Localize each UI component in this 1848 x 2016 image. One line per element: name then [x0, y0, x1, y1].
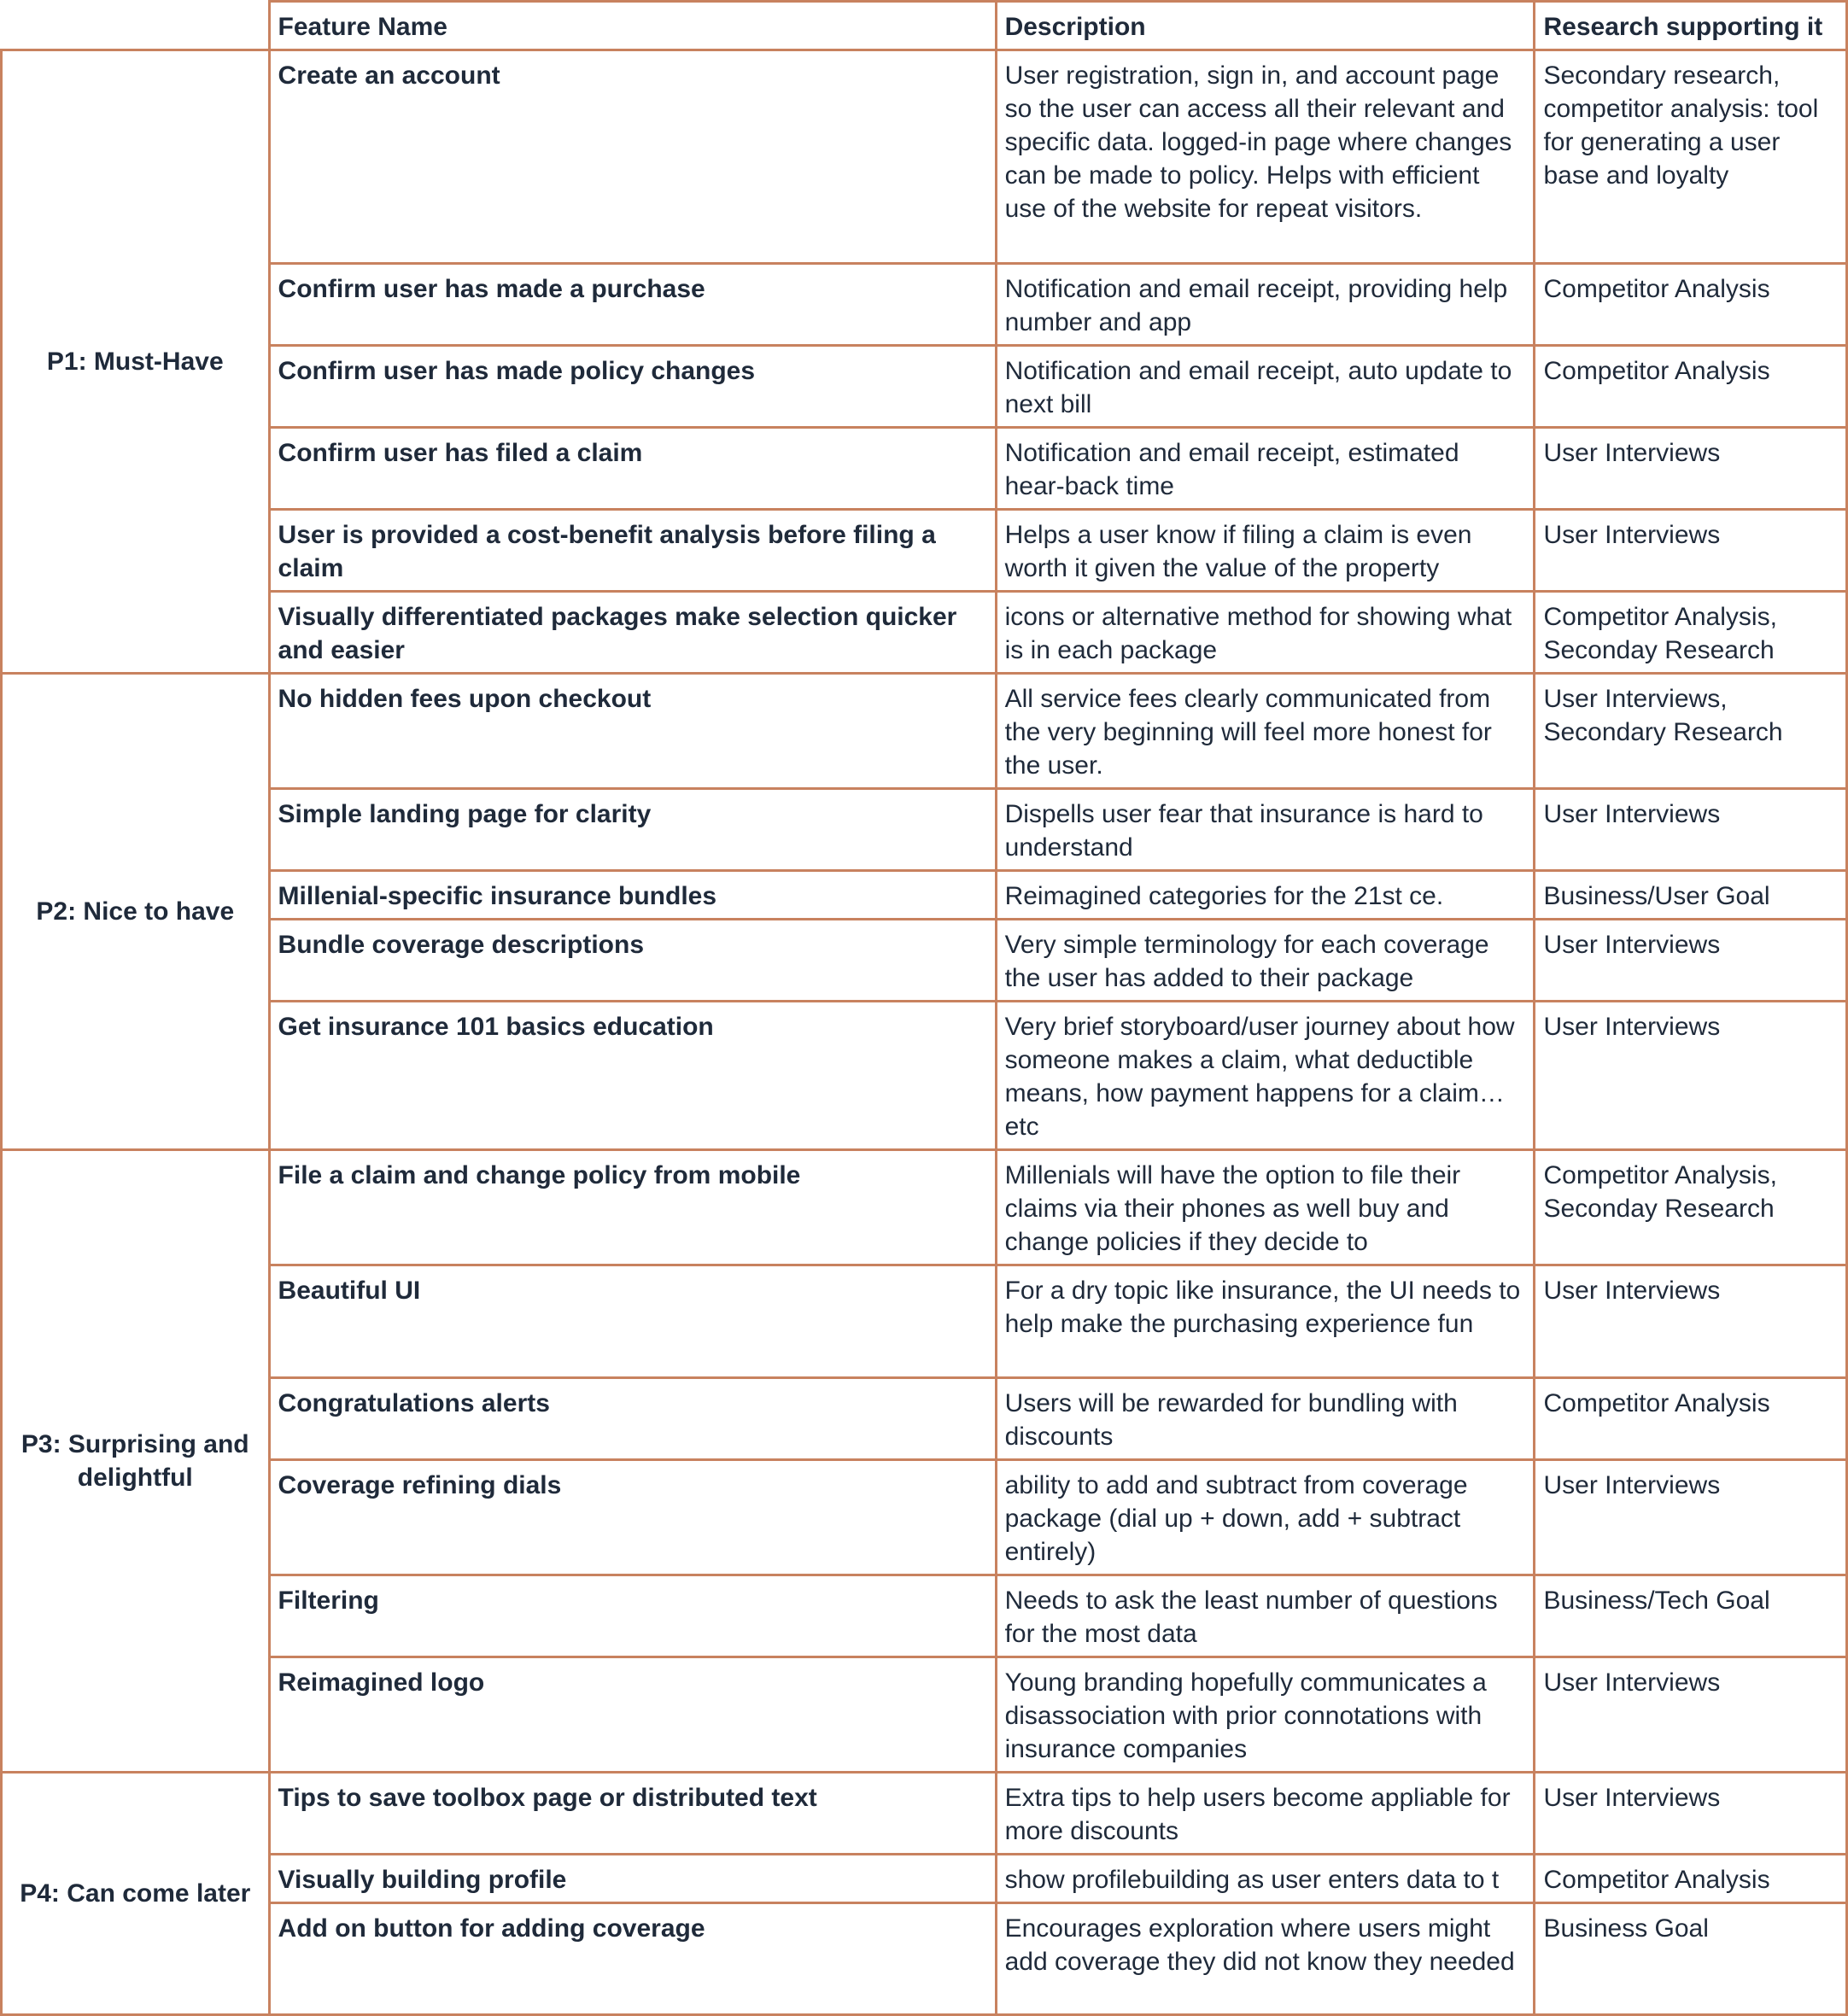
priority-label: P1: Must-Have: [2, 50, 270, 674]
feature-name-cell: Coverage refining dials: [269, 1460, 996, 1575]
research-cell: User Interviews: [1535, 1002, 1847, 1150]
research-cell: User Interviews: [1535, 920, 1847, 1002]
description-cell: show profilebuilding as user enters data to t: [996, 1855, 1535, 1903]
research-cell: Competitor Analysis, Seconday Research: [1535, 592, 1847, 674]
corner-cell: [2, 2, 270, 50]
table-row: [2, 1657, 1847, 1773]
column-header-research: Research supporting it: [1535, 2, 1847, 50]
feature-name-cell: Confirm user has filed a claim: [269, 428, 996, 510]
table-row: [2, 264, 1847, 346]
description-cell: Encourages exploration where users might add coverage they did not know they needed: [996, 1903, 1535, 2015]
feature-name-cell: Filtering: [269, 1575, 996, 1657]
table-row: [2, 871, 1847, 920]
research-cell: Secondary research, competitor analysis: tool for generating a user base and loyalty: [1535, 50, 1847, 264]
description-cell: icons or alternative method for showing what is in each package: [996, 592, 1535, 674]
feature-name-cell: File a claim and change policy from mobile: [269, 1150, 996, 1265]
table-row: [2, 1773, 1847, 1855]
table-row: [2, 346, 1847, 428]
priority-label: P3: Surprising and delightful: [2, 1150, 270, 1773]
description-cell: Very simple terminology for each coverage the user has added to their package: [996, 920, 1535, 1002]
header-row: [2, 2, 1847, 50]
feature-name-cell: Bundle coverage descriptions: [269, 920, 996, 1002]
priority-label: P2: Nice to have: [2, 674, 270, 1150]
table-row: [2, 1460, 1847, 1575]
description-cell: Young branding hopefully communicates a disassociation with prior connotations with insurance companies: [996, 1657, 1535, 1773]
description-cell: Notification and email receipt, providing help number and app: [996, 264, 1535, 346]
description-cell: All service fees clearly communicated from the very beginning will feel more honest for the user.: [996, 674, 1535, 789]
column-header-feature-name: Feature Name: [269, 2, 996, 50]
research-cell: Business Goal: [1535, 1903, 1847, 2015]
feature-name-cell: Confirm user has made a purchase: [269, 264, 996, 346]
feature-name-cell: Get insurance 101 basics education: [269, 1002, 996, 1150]
research-cell: User Interviews: [1535, 1460, 1847, 1575]
table-row: [2, 592, 1847, 674]
research-cell: Business/Tech Goal: [1535, 1575, 1847, 1657]
table-body: [2, 50, 1847, 2015]
research-cell: Business/User Goal: [1535, 871, 1847, 920]
research-cell: Competitor Analysis: [1535, 1378, 1847, 1460]
research-cell: Competitor Analysis: [1535, 264, 1847, 346]
description-cell: User registration, sign in, and account page so the user can access all their relevant and specific data. logged-in page where changes can be made to policy. Helps with efficient use of the website for repeat visitors.: [996, 50, 1535, 264]
feature-name-cell: Congratulations alerts: [269, 1378, 996, 1460]
table-row: [2, 1378, 1847, 1460]
description-cell: For a dry topic like insurance, the UI needs to help make the purchasing experience fun: [996, 1265, 1535, 1378]
feature-name-cell: Reimagined logo: [269, 1657, 996, 1773]
feature-name-cell: Millenial-specific insurance bundles: [269, 871, 996, 920]
feature-name-cell: Confirm user has made policy changes: [269, 346, 996, 428]
description-cell: Helps a user know if filing a claim is even worth it given the value of the property: [996, 510, 1535, 592]
table-row: [2, 920, 1847, 1002]
feature-name-cell: Create an account: [269, 50, 996, 264]
research-cell: Competitor Analysis: [1535, 1855, 1847, 1903]
description-cell: Notification and email receipt, estimated hear-back time: [996, 428, 1535, 510]
description-cell: Users will be rewarded for bundling with discounts: [996, 1378, 1535, 1460]
feature-name-cell: User is provided a cost-benefit analysis before filing a claim: [269, 510, 996, 592]
description-cell: Reimagined categories for the 21st ce.: [996, 871, 1535, 920]
table-row: [2, 789, 1847, 871]
research-cell: Competitor Analysis, Seconday Research: [1535, 1150, 1847, 1265]
research-cell: User Interviews: [1535, 789, 1847, 871]
description-cell: Needs to ask the least number of questions for the most data: [996, 1575, 1535, 1657]
research-cell: Competitor Analysis: [1535, 346, 1847, 428]
feature-name-cell: Tips to save toolbox page or distributed text: [269, 1773, 996, 1855]
table-row: [2, 1150, 1847, 1265]
research-cell: User Interviews, Secondary Research: [1535, 674, 1847, 789]
column-header-description: Description: [996, 2, 1535, 50]
table-row: [2, 1855, 1847, 1903]
research-cell: User Interviews: [1535, 510, 1847, 592]
feature-name-cell: Beautiful UI: [269, 1265, 996, 1378]
table-row: [2, 1002, 1847, 1150]
table-row: [2, 428, 1847, 510]
feature-name-cell: Visually differentiated packages make selection quicker and easier: [269, 592, 996, 674]
table-row: [2, 1265, 1847, 1378]
table-row: [2, 1903, 1847, 2015]
description-cell: Very brief storyboard/user journey about how someone makes a claim, what deductible means, how payment happens for a claim…etc: [996, 1002, 1535, 1150]
description-cell: Notification and email receipt, auto update to next bill: [996, 346, 1535, 428]
research-cell: User Interviews: [1535, 1265, 1847, 1378]
description-cell: Millenials will have the option to file their claims via their phones as well buy and change policies if they decide to: [996, 1150, 1535, 1265]
research-cell: User Interviews: [1535, 1773, 1847, 1855]
research-cell: User Interviews: [1535, 428, 1847, 510]
description-cell: Extra tips to help users become appliable for more discounts: [996, 1773, 1535, 1855]
description-cell: Dispells user fear that insurance is hard to understand: [996, 789, 1535, 871]
table-row: [2, 1575, 1847, 1657]
priority-label: P4: Can come later: [2, 1773, 270, 2015]
feature-name-cell: Add on button for adding coverage: [269, 1903, 996, 2015]
feature-name-cell: Simple landing page for clarity: [269, 789, 996, 871]
feature-name-cell: No hidden fees upon checkout: [269, 674, 996, 789]
feature-name-cell: Visually building profile: [269, 1855, 996, 1903]
description-cell: ability to add and subtract from coverage package (dial up + down, add + subtract entirely): [996, 1460, 1535, 1575]
table-row: [2, 50, 1847, 264]
research-cell: User Interviews: [1535, 1657, 1847, 1773]
table-row: [2, 510, 1847, 592]
table-row: [2, 674, 1847, 789]
